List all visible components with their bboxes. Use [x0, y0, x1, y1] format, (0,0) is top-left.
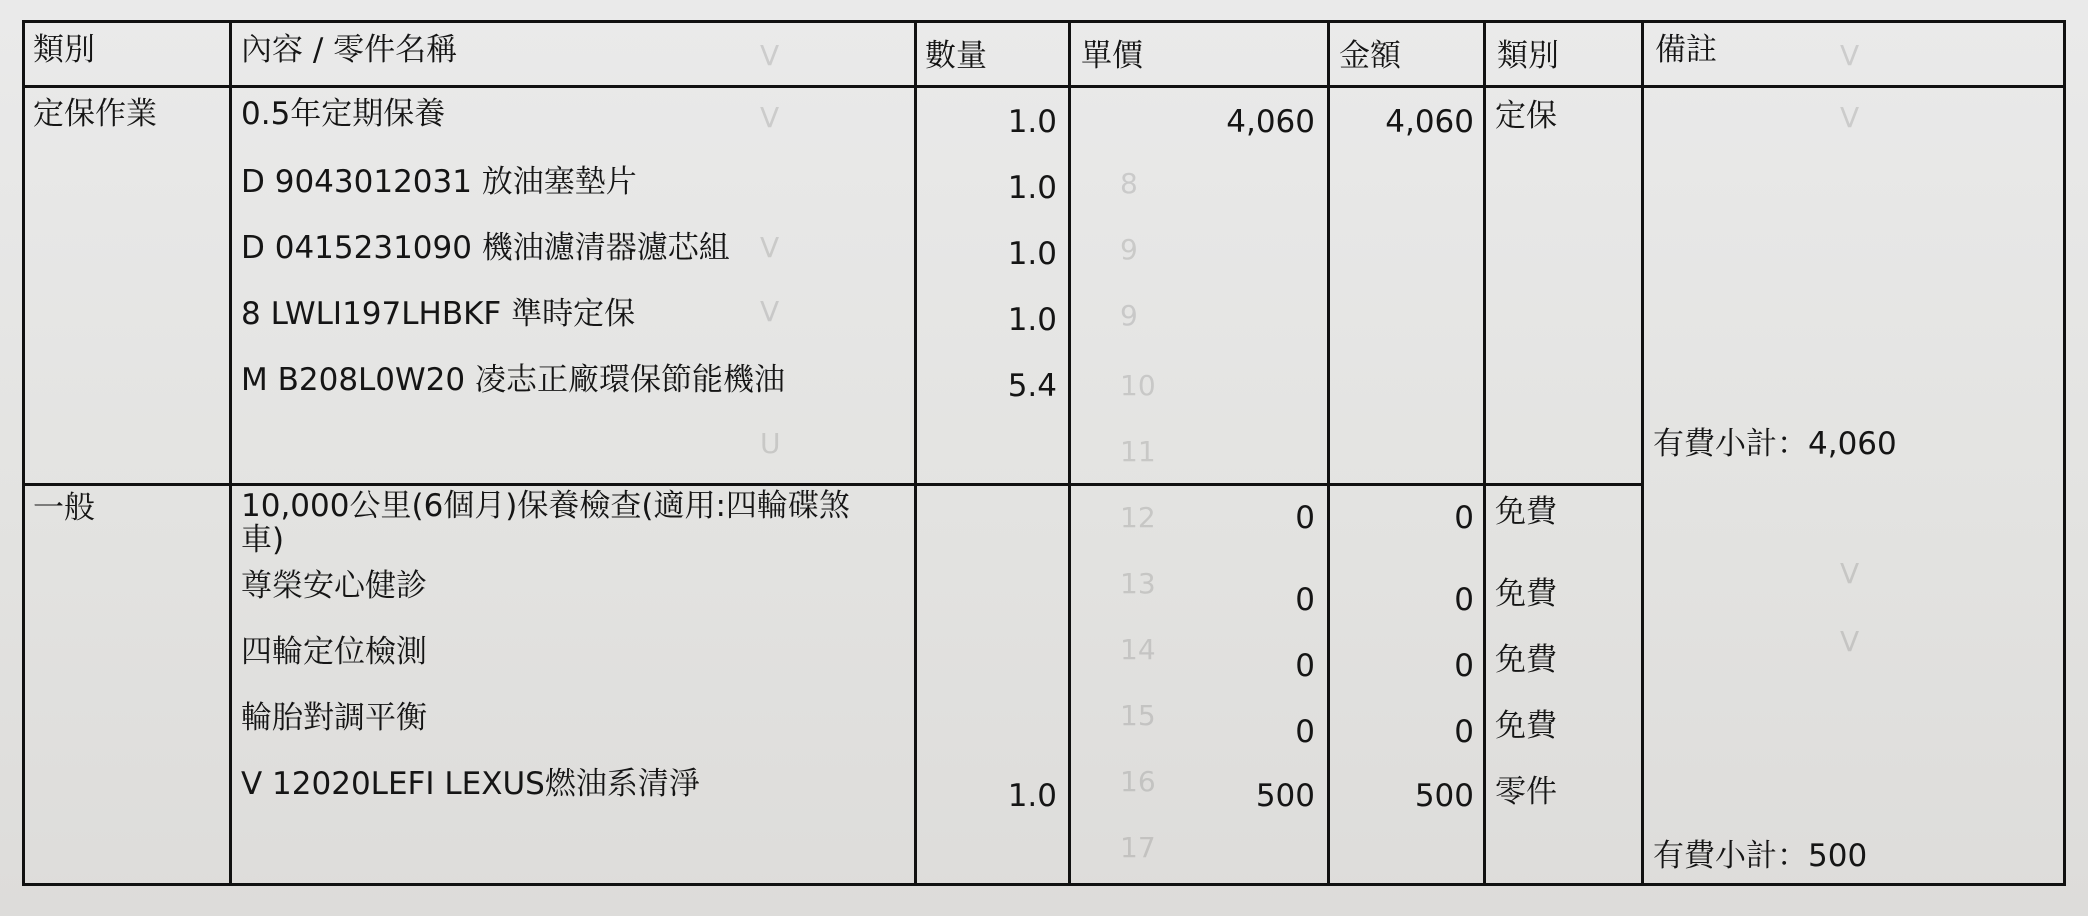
- header-amount: 金額: [1339, 38, 1401, 74]
- show-through-mark: V: [1840, 557, 1860, 590]
- line-item-quantity: 1.0: [1007, 778, 1057, 814]
- show-through-mark: V: [760, 231, 780, 264]
- line-item-amount: 4,060: [1385, 104, 1474, 140]
- show-through-mark: V: [760, 39, 780, 72]
- line-item-content: D 0415231090 機油濾清器濾芯組: [241, 230, 730, 266]
- header-divider: [25, 85, 2063, 88]
- line-item-unit-price: 0: [1295, 648, 1315, 684]
- section-divider: [25, 483, 1641, 486]
- line-item-content: D 9043012031 放油塞墊片: [241, 164, 637, 200]
- line-item-content: 10,000公里(6個月)保養檢查(適用:四輪碟煞車): [241, 488, 850, 559]
- show-through-mark: V: [760, 101, 780, 134]
- line-item-content: 四輪定位檢測: [241, 634, 427, 670]
- line-item-type: 免費: [1495, 576, 1557, 612]
- show-through-mark: V: [1840, 39, 1860, 72]
- line-item-content: 輪胎對調平衡: [241, 700, 427, 736]
- show-through-mark: V: [1840, 101, 1860, 134]
- section-subtotal: 有費小計：500: [1653, 838, 1868, 874]
- show-through-mark: 14: [1120, 633, 1156, 666]
- column-divider: [914, 23, 917, 883]
- show-through-mark: V: [760, 295, 780, 328]
- show-through-mark: 11: [1120, 435, 1156, 468]
- column-divider: [1641, 23, 1644, 883]
- header-unit-price: 單價: [1081, 38, 1143, 74]
- line-item-unit-price: 4,060: [1226, 104, 1315, 140]
- show-through-mark: 15: [1120, 699, 1156, 732]
- line-item-quantity: 1.0: [1007, 170, 1057, 206]
- column-divider: [1068, 23, 1071, 883]
- line-item-unit-price: 0: [1295, 714, 1315, 750]
- line-item-amount: 0: [1454, 582, 1474, 618]
- show-through-mark: V: [1840, 625, 1860, 658]
- line-item-quantity: 5.4: [1007, 368, 1057, 404]
- show-through-mark: 13: [1120, 567, 1156, 600]
- column-divider: [229, 23, 232, 883]
- show-through-mark: 9: [1120, 233, 1138, 266]
- line-item-content: V 12020LEFI LEXUS燃油系清淨: [241, 766, 700, 802]
- line-item-amount: 500: [1414, 778, 1474, 814]
- line-item-type: 免費: [1495, 708, 1557, 744]
- show-through-mark: 9: [1120, 299, 1138, 332]
- show-through-mark: 8: [1120, 167, 1138, 200]
- line-item-amount: 0: [1454, 500, 1474, 536]
- section-category: 一般: [33, 490, 95, 526]
- service-items-table: [22, 20, 2066, 886]
- section-category: 定保作業: [33, 96, 157, 132]
- column-divider: [1327, 23, 1330, 883]
- show-through-mark: 17: [1120, 831, 1156, 864]
- header-type: 類別: [1497, 38, 1559, 74]
- line-item-amount: 0: [1454, 714, 1474, 750]
- line-item-content: 0.5年定期保養: [241, 96, 446, 132]
- line-item-quantity: 1.0: [1007, 104, 1057, 140]
- show-through-mark: 10: [1120, 369, 1156, 402]
- line-item-unit-price: 500: [1255, 778, 1315, 814]
- line-item-type: 免費: [1495, 642, 1557, 678]
- line-item-unit-price: 0: [1295, 500, 1315, 536]
- section-subtotal: 有費小計：4,060: [1653, 426, 1897, 462]
- show-through-mark: 16: [1120, 765, 1156, 798]
- line-item-quantity: 1.0: [1007, 236, 1057, 272]
- show-through-mark: 12: [1120, 501, 1156, 534]
- header-content: 內容 / 零件名稱: [241, 32, 458, 68]
- line-item-quantity: 1.0: [1007, 302, 1057, 338]
- line-item-type: 免費: [1495, 494, 1557, 530]
- header-category: 類別: [33, 32, 95, 68]
- line-item-content: 尊榮安心健診: [241, 568, 427, 604]
- header-remarks: 備註: [1655, 32, 1717, 68]
- line-item-type: 零件: [1495, 774, 1557, 810]
- show-through-mark: U: [760, 427, 781, 460]
- line-item-content: M B208L0W20 凌志正廠環保節能機油: [241, 362, 785, 398]
- line-item-amount: 0: [1454, 648, 1474, 684]
- line-item-content: 8 LWLI197LHBKF 準時定保: [241, 296, 636, 332]
- header-quantity: 數量: [925, 38, 987, 74]
- line-item-type: 定保: [1495, 98, 1557, 134]
- column-divider: [1483, 23, 1486, 883]
- line-item-unit-price: 0: [1295, 582, 1315, 618]
